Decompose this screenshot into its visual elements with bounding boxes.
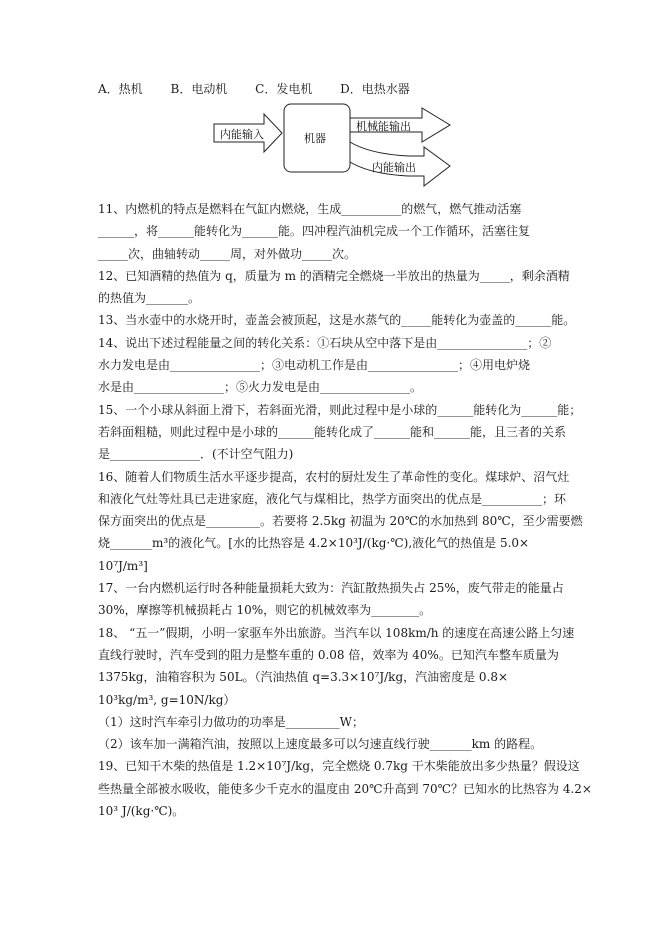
machine-label: 机器 <box>304 132 326 145</box>
text-line: 17、一台内燃机运行时各种能量损耗大致为：汽缸散热损失占 25%，废气带走的能量占 <box>98 581 564 596</box>
text-line: _____次，曲轴转动_____周，对外做功_____次。 <box>98 246 357 261</box>
text-line: （1）这时汽车牵引力做功的功率是_________W； <box>98 714 364 729</box>
text-line: 和液化气灶等灶具已走进家庭，液化气与煤相比，热学方面突出的优点是__________；环 <box>98 491 567 506</box>
text-line: 30%，摩擦等机械损耗占 10%，则它的机械效率为________。 <box>98 603 432 618</box>
text-line: （2）该车加一满箱汽油，按照以上速度最多可以匀速直线行驶_______km 的路程。 <box>98 737 543 752</box>
answer-choices <box>98 80 434 97</box>
text-line: 14、说出下述过程能量之间的转化关系：①石块从空中落下是由_______________；② <box>98 335 552 350</box>
text-line: 若斜面粗糙，则此过程中是小球的______能转化成了______能和______能，且三者的关系 <box>98 424 567 439</box>
text-line: ______，将______能转化为______能。四冲程汽油机完成一个工作循环，活塞往复 <box>98 224 531 239</box>
text-line: 15、一个小球从斜面上滑下，若斜面光滑，则此过程中是小球的______能转化为______能； <box>98 402 582 417</box>
choice-d: D．电热水器 <box>340 82 410 96</box>
mech-output-label: 机械能输出 <box>356 120 411 133</box>
text-line: 是_______________．(不计空气阻力) <box>98 447 294 462</box>
text-line: 11、内燃机的特点是燃料在气缸内燃烧，生成__________的燃气，燃气推动活塞 <box>98 202 522 216</box>
text-line: 12、已知酒精的热值为 q，质量为 m 的酒精完全燃烧一半放出的热量为_____，剩余酒精 <box>98 268 570 283</box>
energy-flow-diagram <box>212 100 456 192</box>
heat-output-label: 内能输出 <box>372 161 416 174</box>
text-line: 10³kg/m³, g=10N/kg） <box>98 692 236 707</box>
text-line: 18、 “五一”假期，小明一家驱车外出旅游。当汽车以 108km/h 的速度在高速公路上匀速 <box>98 625 575 640</box>
text-line: 19、已知干木柴的热值是 1.2×10⁷J/kg，完全燃烧 0.7kg 干木柴能放出多少热量？假设这 <box>98 759 580 774</box>
text-line: 保方面突出的优点是_________。若要将 2.5kg 初温为 20℃的水加热到 80℃，至少需要燃 <box>98 514 583 529</box>
text-line: 10³ J/(kg·℃)。 <box>98 804 185 819</box>
text-line: 16、随着人们物质生活水平逐步提高，农村的厨灶发生了革命性的变化。煤球炉、沼气灶 <box>98 469 570 484</box>
text-line: 水力发电是由_______________；③电动机工作是由_______________；④用电炉烧 <box>98 358 531 373</box>
choice-a: A．热机 <box>98 82 143 96</box>
text-line: 1375kg，油箱容积为 50L。（汽油热值 q=3.3×10⁷J/kg，汽油密度是 0.8× <box>98 670 509 685</box>
text-line: 的热值为_______。 <box>98 291 201 306</box>
text-line: 烧_______m³的液化气。[水的比热容是 4.2×10³J/(kg·℃),液化气的热值是 5.0× <box>98 536 530 551</box>
choice-b: B．电动机 <box>170 82 228 96</box>
text-line: 13、当水壶中的水烧开时，壶盖会被顶起，这是水蒸气的_____能转化为壶盖的______能。 <box>98 313 576 328</box>
text-line: 水是由_______________；⑤火力发电是由_______________。 <box>98 380 423 395</box>
question-text <box>98 198 592 822</box>
text-line: 10⁷J/m³] <box>98 558 148 573</box>
choice-c: C．发电机 <box>255 82 313 96</box>
text-line: 些热量全部被水吸收，能使多少千克水的温度由 20℃升高到 70℃？已知水的比热容为 4.2× <box>98 781 592 796</box>
text-line: 直线行驶时，汽车受到的阻力是整车重的 0.08 倍，效率为 40%。已知汽车整车质量为 <box>98 647 559 662</box>
input-label: 内能输入 <box>220 128 264 141</box>
